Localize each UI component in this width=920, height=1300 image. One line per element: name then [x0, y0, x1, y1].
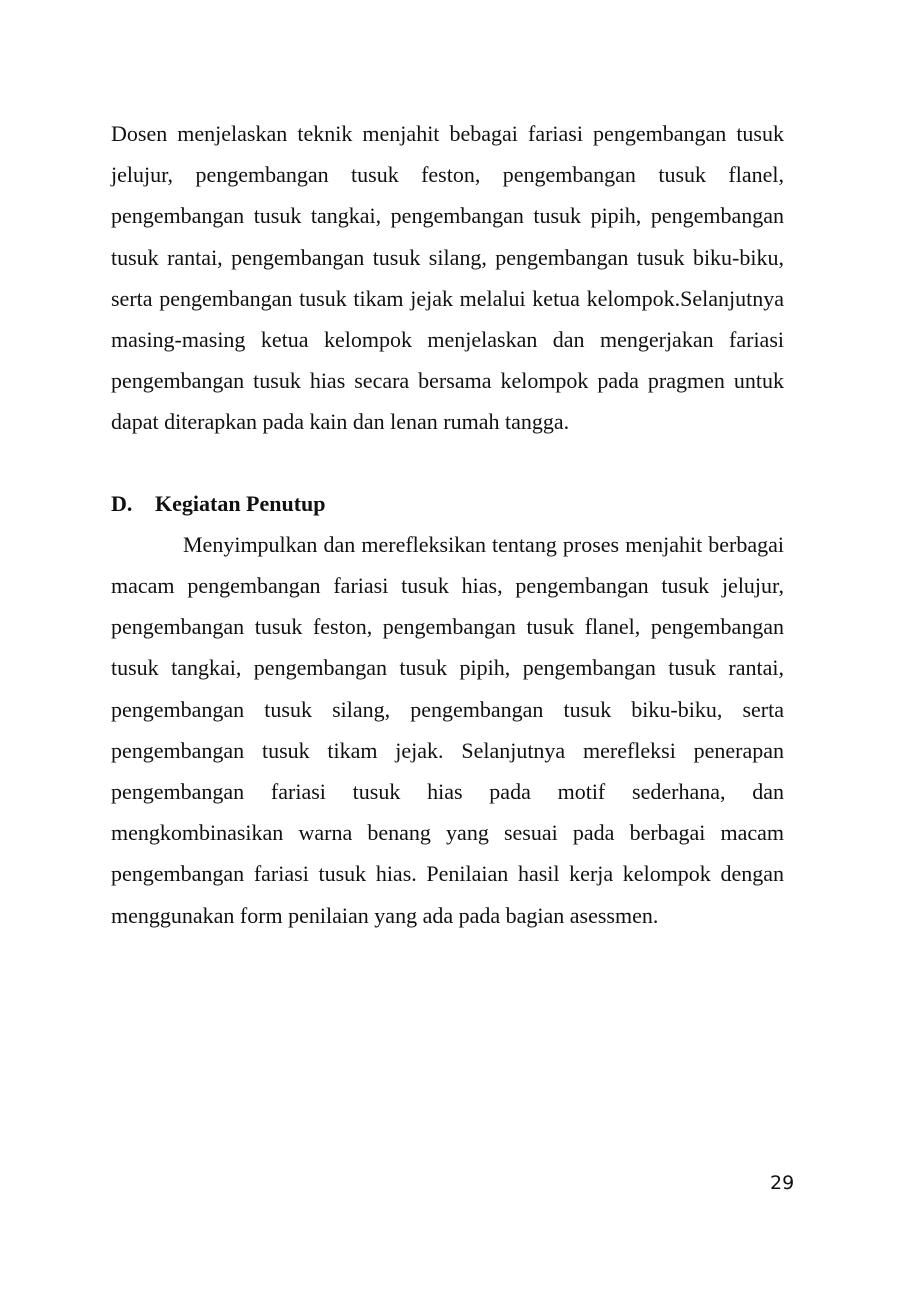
page-number: 29	[770, 1172, 795, 1194]
section-heading	[111, 483, 784, 524]
body-paragraph-intro: Dosen menjelaskan teknik menjahit bebagai fariasi pengembangan tusuk jelujur, pengembangan tusuk feston, pengembangan tusuk flanel, pengembangan tusuk tangkai, pengembangan tusuk pipih, pengembangan tusuk rantai, pengembangan tusuk silang, pengembangan tusuk biku-biku, serta pengembangan tusuk tikam jejak melalui ketua kelompok.Selanjutnya masing-masing ketua kelompok menjelaskan dan mengerjakan fariasi pengembangan tusuk hias secara bersama kelompok pada pragmen untuk dapat diterapkan pada kain dan lenan rumah tangga.	[111, 121, 784, 435]
body-paragraph-closing: Menyimpulkan dan merefleksikan tentang proses menjahit berbagai macam pengembangan fariasi tusuk hias, pengembangan tusuk jelujur, pengembangan tusuk feston, pengembangan tusuk flanel, pengembangan tusuk tangkai, pengembangan tusuk pipih, pengembangan tusuk rantai, pengembangan tusuk silang, pengembangan tusuk biku-biku, serta pengembangan tusuk tikam jejak. Selanjutnya merefleksi penerapan pengembangan fariasi tusuk hias pada motif sederhana, dan mengkombinasikan warna benang yang sesuai pada berbagai macam pengembangan fariasi tusuk hias. Penilaian hasil kerja kelompok dengan menggunakan form penilaian yang ada pada bagian asessmen.	[111, 531, 784, 928]
section-letter: D.	[111, 490, 133, 516]
section-title: Kegiatan Penutup	[155, 490, 326, 516]
document-page	[111, 113, 784, 936]
